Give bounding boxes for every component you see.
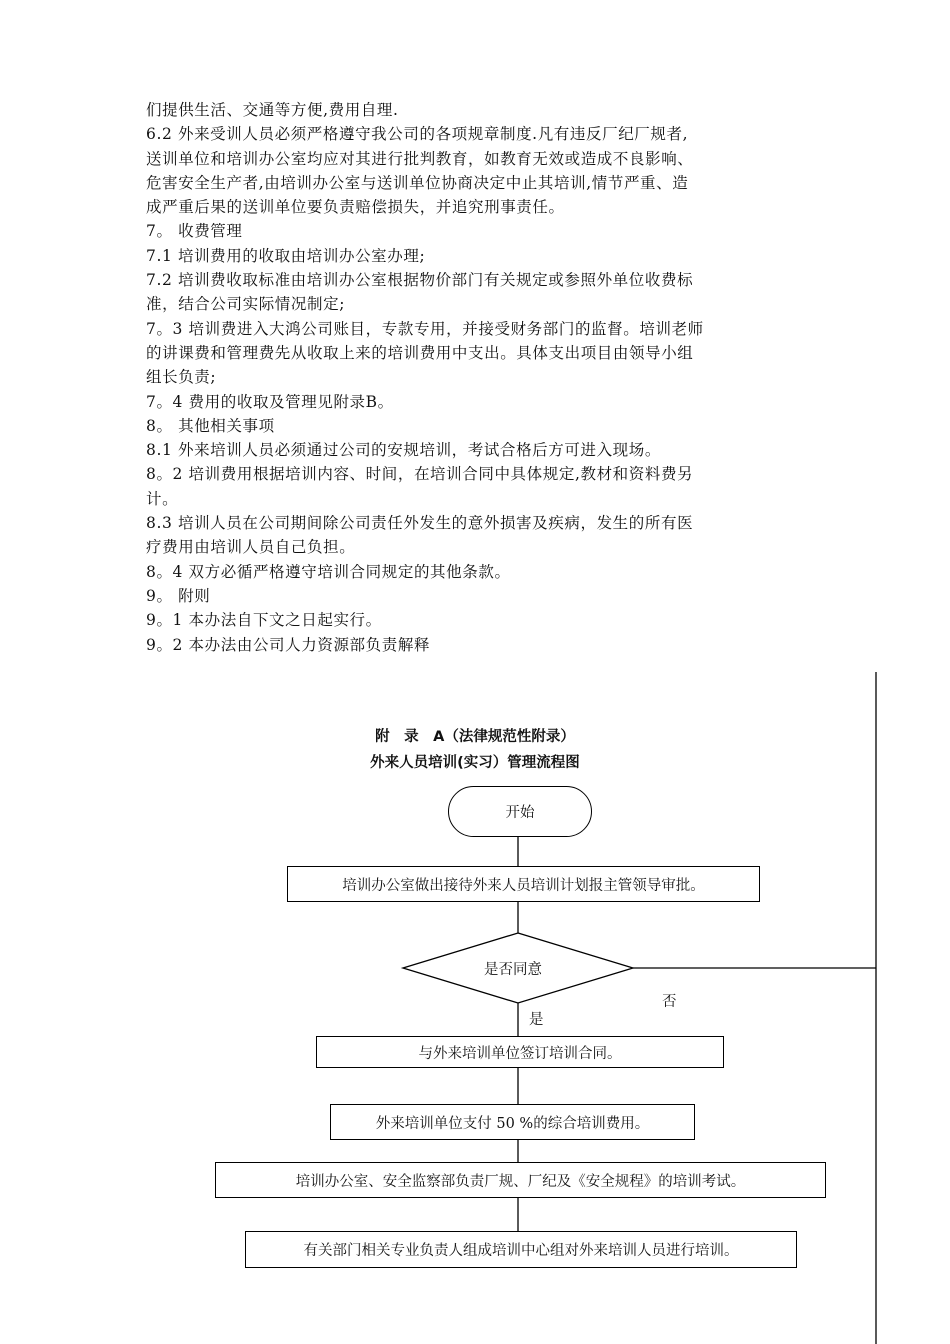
section-heading-7: 7。 收费管理	[146, 222, 243, 241]
process-box-training	[245, 1231, 797, 1268]
yes-label: 是	[529, 1012, 544, 1028]
text-line: 7.1 培训费用的收取由培训办公室办理;	[146, 246, 426, 265]
section-heading-8: 8。 其他相关事项	[146, 416, 275, 435]
text-line: 6.2 外来受训人员必须严格遵守我公司的各项规章制度.凡有违反厂纪厂规者,	[146, 125, 689, 144]
text-line: 疗费用由培训人员自己负担。	[146, 538, 356, 557]
appendix-subtitle: 外来人员培训(实习）管理流程图	[370, 755, 580, 771]
process-box-payment	[330, 1104, 695, 1140]
process-box-exam	[215, 1162, 826, 1198]
process-label: 培训办公室做出接待外来人员培训计划报主管领导审批。	[342, 877, 705, 894]
text-line: 计。	[146, 489, 179, 508]
process-label: 有关部门相关专业负责人组成培训中心组对外来培训人员进行培训。	[303, 1243, 739, 1259]
process-box-plan	[287, 866, 760, 902]
text-line: 8。2 培训费用根据培训内容、时间，在培训合同中具体规定,教材和资料费另	[146, 465, 694, 484]
text-line: 8.1 外来培训人员必须通过公司的安规培训，考试合格后方可进入现场。	[146, 441, 661, 460]
no-label: 否	[662, 994, 677, 1010]
appendix-heading: 附 录 A（法律规范性附录）	[375, 729, 575, 745]
process-box-contract	[316, 1036, 724, 1068]
start-terminal	[448, 786, 592, 837]
decision-label: 是否同意	[484, 962, 542, 978]
start-label: 开始	[505, 805, 535, 821]
text-line: 9。2 本办法由公司人力资源部负责解释	[146, 635, 431, 654]
text-line: 们提供生活、交通等方便,费用自理.	[146, 101, 399, 119]
process-label: 与外来培训单位签订培训合同。	[418, 1045, 622, 1062]
text-line: 的讲课费和管理费先从收取上来的培训费用中支出。具体支出项目由领导小组	[146, 343, 694, 362]
section-heading-9: 9。 附则	[146, 586, 211, 605]
text-line: 组长负责;	[146, 368, 217, 387]
text-line: 8。4 双方必循严格遵守培训合同规定的其他条款。	[146, 562, 511, 581]
text-line: 准，结合公司实际情况制定;	[146, 295, 346, 314]
text-line: 7。3 培训费进入大鸿公司账目，专款专用，并接受财务部门的监督。培训老师	[146, 319, 704, 338]
process-label: 外来培训单位支付 50 %的综合培训费用。	[375, 1115, 650, 1132]
text-line: 成严重后果的送训单位要负责赔偿损失，并追究刑事责任。	[146, 198, 565, 217]
text-line: 危害安全生产者,由培训办公室与送训单位协商决定中止其培训,情节严重、造	[146, 173, 689, 192]
text-line: 7.2 培训费收取标准由培训办公室根据物价部门有关规定或参照外单位收费标	[146, 271, 694, 290]
text-line: 9。1 本办法自下文之日起实行。	[146, 611, 382, 630]
text-line: 8.3 培训人员在公司期间除公司责任外发生的意外损害及疾病，发生的所有医	[146, 514, 694, 533]
text-line: 7。4 费用的收取及管理见附录B。	[146, 392, 394, 411]
text-line: 送训单位和培训办公室均应对其进行批判教育，如教育无效或造成不良影响、	[146, 149, 694, 168]
process-label: 培训办公室、安全监察部负责厂规、厂纪及《安全规程》的培训考试。	[295, 1173, 746, 1190]
